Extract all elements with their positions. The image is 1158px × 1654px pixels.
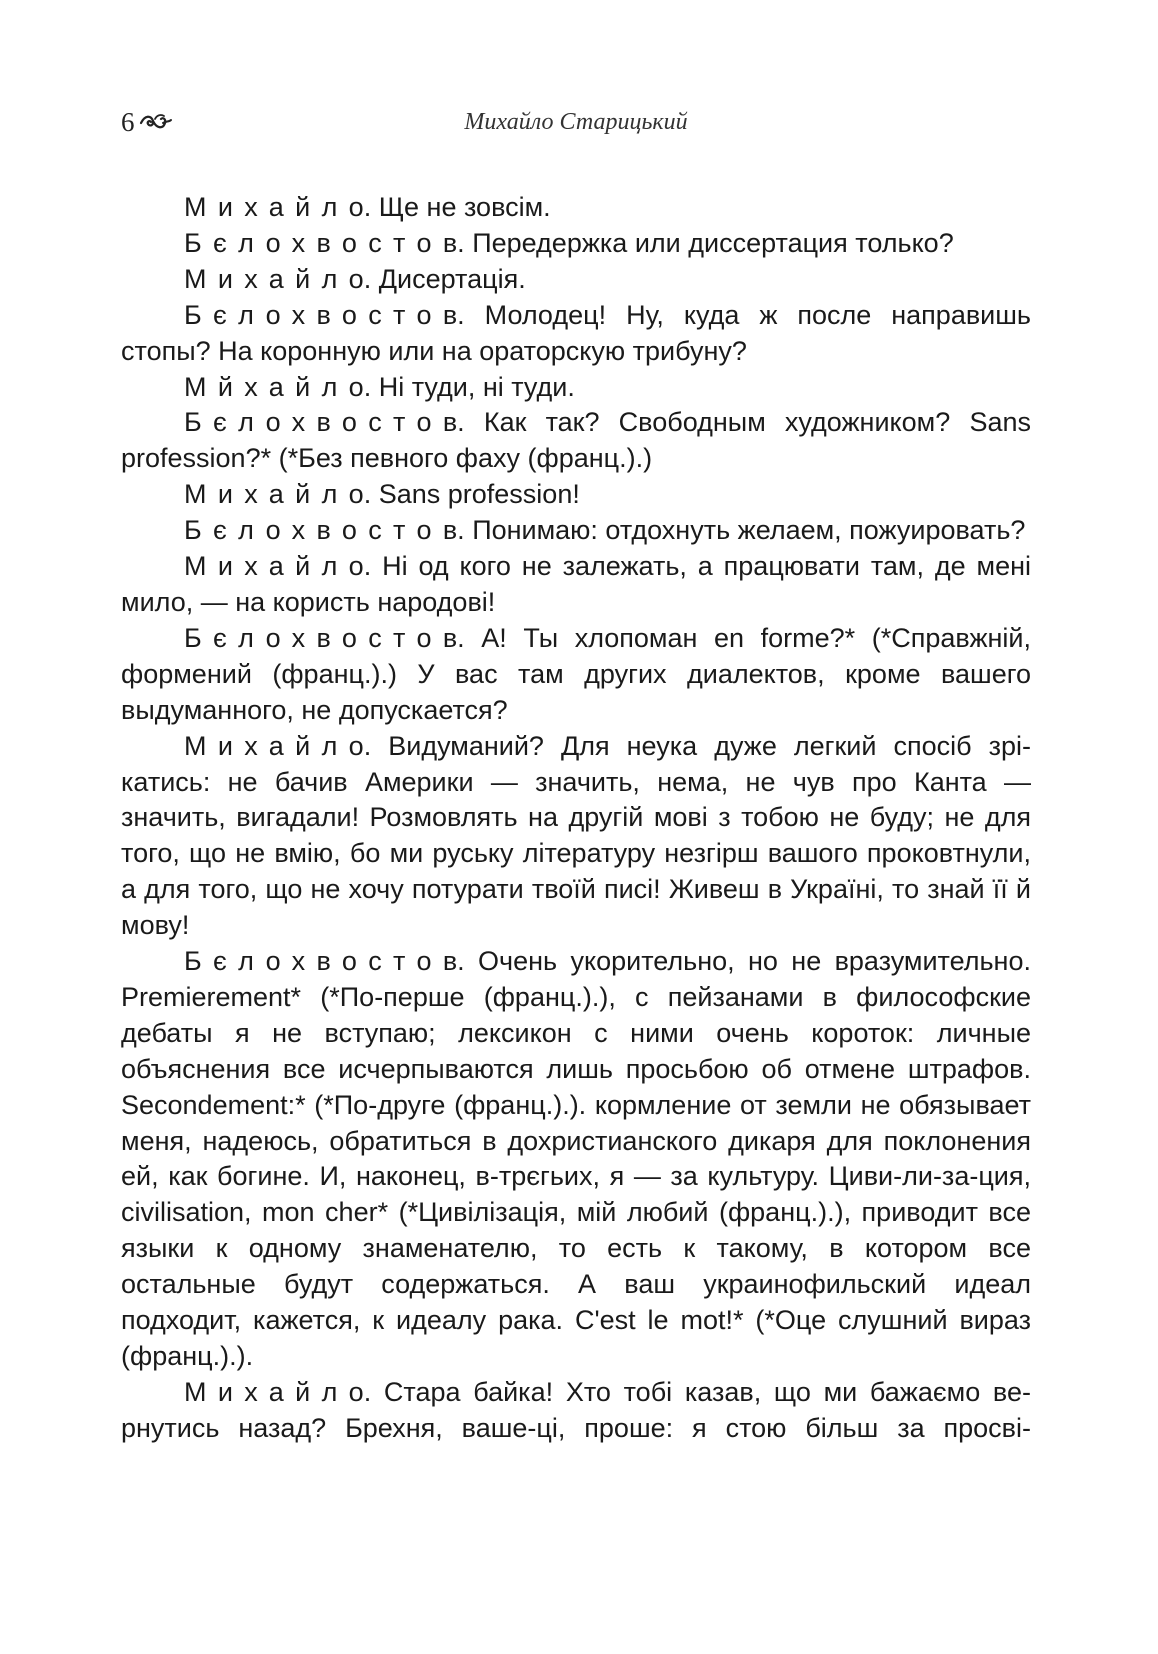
speaker-name-end: о. — [348, 192, 372, 222]
dialogue-text: Ще не зовсім. — [378, 192, 551, 222]
speaker-name-end: о. — [348, 1376, 372, 1407]
speaker-name: Бєлохвосто — [184, 946, 443, 977]
speaker-name-end: в. — [442, 299, 465, 330]
speaker-name: Мйхайл — [184, 371, 349, 402]
dialogue-line — [121, 298, 1031, 370]
speaker-name-end: о. — [348, 479, 372, 510]
dialogue-text: Дисертація. — [378, 263, 526, 294]
dialogue-line — [121, 226, 1031, 262]
speaker-name: Михайл — [184, 1376, 349, 1407]
speaker-name-end: в. — [442, 515, 465, 546]
dialogue-line — [121, 190, 1031, 226]
dialogue-text: Ні од кого не залежать, а працювати там, де мені мило, — на користь народові! — [121, 551, 1031, 617]
dialogue-text: Видуманий? Для неука дуже легкий спосіб зрікатись: не бачив Америки — значить, нема, не чув про Канта — значить, вигадали! Розмовлять на другій мові з тобою не буду; не для того, що не вмію, бо ми руську літературу незгірш вашого проковтнули, а для того, що не хочу потурати твоїй писі! Живеш в Україні, то знай її й мову! — [121, 730, 1031, 941]
dialogue-text: Молодец! Ну, куда ж после направишь стопы? На коронную или на ораторскую трибуну? — [121, 299, 1031, 366]
speaker-name: Бєлохвосто — [184, 622, 443, 653]
dialogue-text: Стара байка! Хто тобі казав, що ми бажаємо вернутись назад? Брехня, ваше-ці, проше: я стою більш за просві- — [121, 1376, 1031, 1443]
dialogue-text: Очень укорительно, но не вразумительно. Premierement* (*По-перше (франц.).), с пейзанами в философские дебаты я не вступаю; лексикон с ними очень короток: личные объяснения все исчерпываются лишь просьбою об отмене штрафов. Secondement:* (*По-друге (франц.).). кормление от земли не обязывает меня, надеюсь, обратиться в дохристианского дикаря для поклонения ей, как богине. И, наконец, в-трєгьих, я — за культуру. Циви-ли-за-ция, civilisation, mon cher* (*Цивілізація, мій любий (франц.).), приводит все языки к одному знаменателю, то есть к такому, в котором все остальные будут содержаться. А ваш украинофильский идеал подходит, кажется, к идеалу рака. C'est le mot!* (*Оце слушний вираз (франц.).). — [121, 946, 1031, 1371]
speaker-name-end: в. — [442, 622, 465, 653]
speaker-name: Михайл — [184, 192, 349, 222]
dialogue-text: А! Ты хлопоман en forme?* (*Справжній, формений (франц.).) У вас там других диалектов, кроме вашего выдуманного, не допускается? — [121, 622, 1031, 725]
speaker-name: Михайл — [184, 551, 349, 582]
dialogue-text: Ні туди, ні туди. — [378, 371, 575, 402]
speaker-name: Бєлохвосто — [184, 407, 443, 438]
dialogue-line — [121, 477, 1031, 513]
dialogue-text: Понимаю: отдохнуть желаем, пожуировать? — [472, 515, 1026, 546]
speaker-name-end: в. — [442, 407, 465, 438]
page-number: 6 — [121, 107, 135, 137]
dialogue-line — [121, 549, 1031, 621]
speaker-name: Бєлохвосто — [184, 299, 443, 330]
speaker-name-end: о. — [348, 371, 372, 402]
dialogue-line — [121, 513, 1031, 549]
dialogue-text: Передержка или диссертация только? — [472, 227, 954, 258]
dialogue-line — [121, 405, 1031, 477]
dialogue-line — [121, 944, 1031, 1375]
dialogue-line — [121, 621, 1031, 729]
speaker-name: Бєлохвосто — [184, 227, 443, 258]
speaker-name-end: в. — [442, 227, 465, 258]
speaker-name: Михайл — [184, 730, 349, 761]
speaker-name-end: в. — [442, 946, 465, 977]
dialogue-text: Как так? Свободным художником? Sans profession?* (*Без певного фаху (франц.).) — [121, 407, 1031, 474]
dialogue-line — [121, 262, 1031, 298]
play-text — [121, 190, 1031, 1447]
dialogue-text: Sans profession! — [378, 479, 580, 510]
dialogue-line — [121, 729, 1031, 944]
speaker-name: Михайл — [184, 263, 349, 294]
running-title: Михайло Старицький — [464, 109, 688, 135]
speaker-name-end: о. — [348, 263, 372, 294]
speaker-name-end: о. — [348, 730, 372, 761]
speaker-name: Михайл — [184, 479, 349, 510]
page-header — [121, 104, 1031, 140]
dialogue-line — [121, 1375, 1031, 1447]
speaker-name-end: о. — [348, 551, 372, 582]
speaker-name: Бєлохвосто — [184, 515, 443, 546]
dialogue-line — [121, 370, 1031, 406]
